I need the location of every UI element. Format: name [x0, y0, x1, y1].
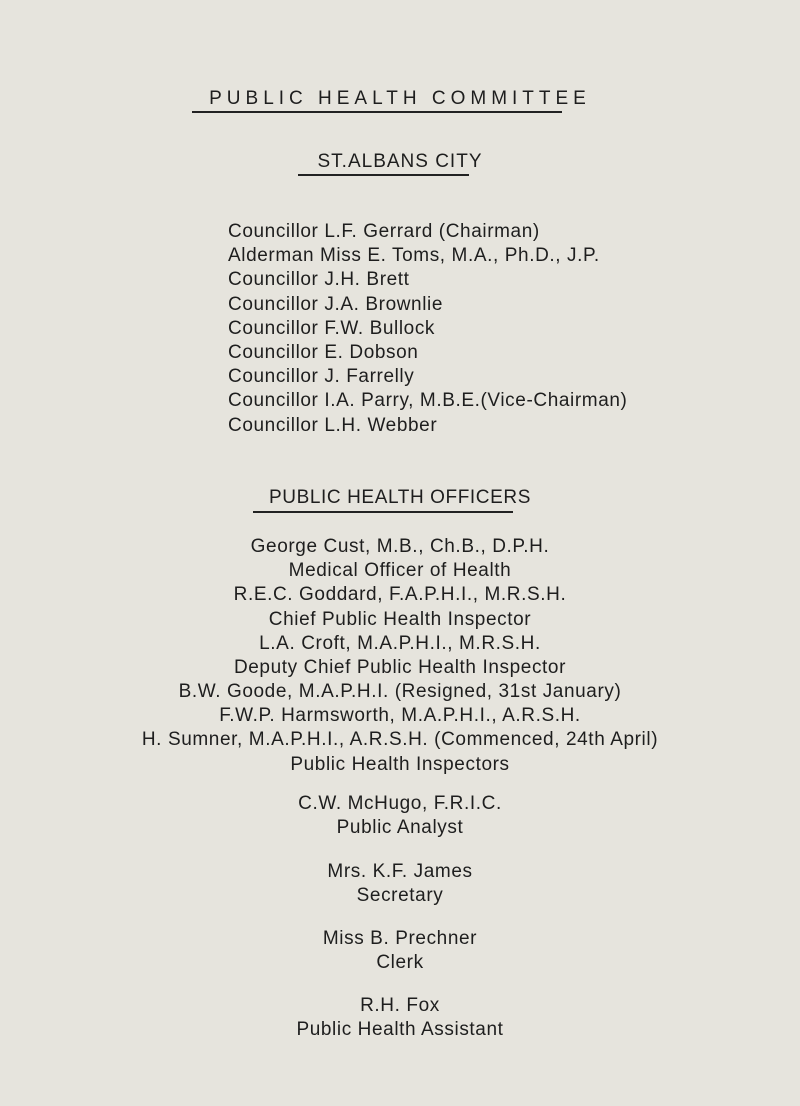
officer-role: Public Health Inspectors	[290, 753, 510, 775]
officer-name: C.W. McHugo, F.R.I.C.	[298, 793, 502, 814]
officer-name: L.A. Croft, M.A.P.H.I., M.R.S.H.	[259, 632, 541, 654]
officer-role: Secretary	[356, 885, 444, 907]
member-line: Councillor L.H. Webber	[228, 414, 438, 436]
member-line: Councillor L.F. Gerrard (Chairman)	[228, 221, 540, 242]
officer-name: Mrs. K.F. James	[327, 861, 473, 882]
page-title: PUBLIC HEALTH COMMITTEE	[209, 88, 591, 109]
officer-role: Chief Public Health Inspector	[268, 608, 532, 630]
officer-role: Public Health Assistant	[296, 1019, 504, 1041]
officer-name: R.E.C. Goddard, F.A.P.H.I., M.R.S.H.	[233, 584, 567, 606]
officer-assistant	[0, 994, 800, 1042]
officers-group-inspectors	[0, 680, 800, 777]
member-line: Councillor J.H. Brett	[228, 269, 410, 291]
page-subtitle: ST.ALBANS CITY	[317, 151, 483, 172]
member-line: Councillor I.A. Parry, M.B.E.(Vice-Chairman)	[228, 390, 628, 412]
officer-name: R.H. Fox	[360, 995, 440, 1016]
officer-name: B.W. Goode, M.A.P.H.I. (Resigned, 31st January)	[178, 681, 622, 702]
officers-heading-underline	[253, 511, 513, 513]
member-line: Councillor J. Farrelly	[228, 366, 415, 388]
officer-name: Miss B. Prechner	[322, 928, 478, 949]
officer-role: Deputy Chief Public Health Inspector	[233, 657, 567, 679]
officer-secretary	[0, 860, 800, 908]
officer-role: Medical Officer of Health	[288, 560, 512, 582]
officer-name: H. Sumner, M.A.P.H.I., A.R.S.H. (Commenced, 24th April)	[141, 729, 659, 751]
member-line: Alderman Miss E. Toms, M.A., Ph.D., J.P.	[228, 245, 600, 267]
subtitle-underline	[298, 174, 469, 176]
officer-name: F.W.P. Harmsworth, M.A.P.H.I., A.R.S.H.	[219, 705, 581, 727]
officer-clerk	[0, 927, 800, 975]
title-underline	[192, 111, 562, 113]
officers-heading: PUBLIC HEALTH OFFICERS	[269, 487, 531, 508]
member-line: Councillor J.A. Brownlie	[228, 293, 444, 315]
officers-group-senior	[0, 535, 800, 680]
member-line: Councillor F.W. Bullock	[228, 317, 436, 339]
officer-role: Clerk	[376, 952, 424, 974]
officer-analyst	[0, 792, 800, 840]
officer-name: George Cust, M.B., Ch.B., D.P.H.	[250, 536, 550, 557]
committee-members-list	[228, 220, 788, 438]
officer-role: Public Analyst	[336, 817, 464, 839]
member-line: Councillor E. Dobson	[228, 342, 419, 364]
